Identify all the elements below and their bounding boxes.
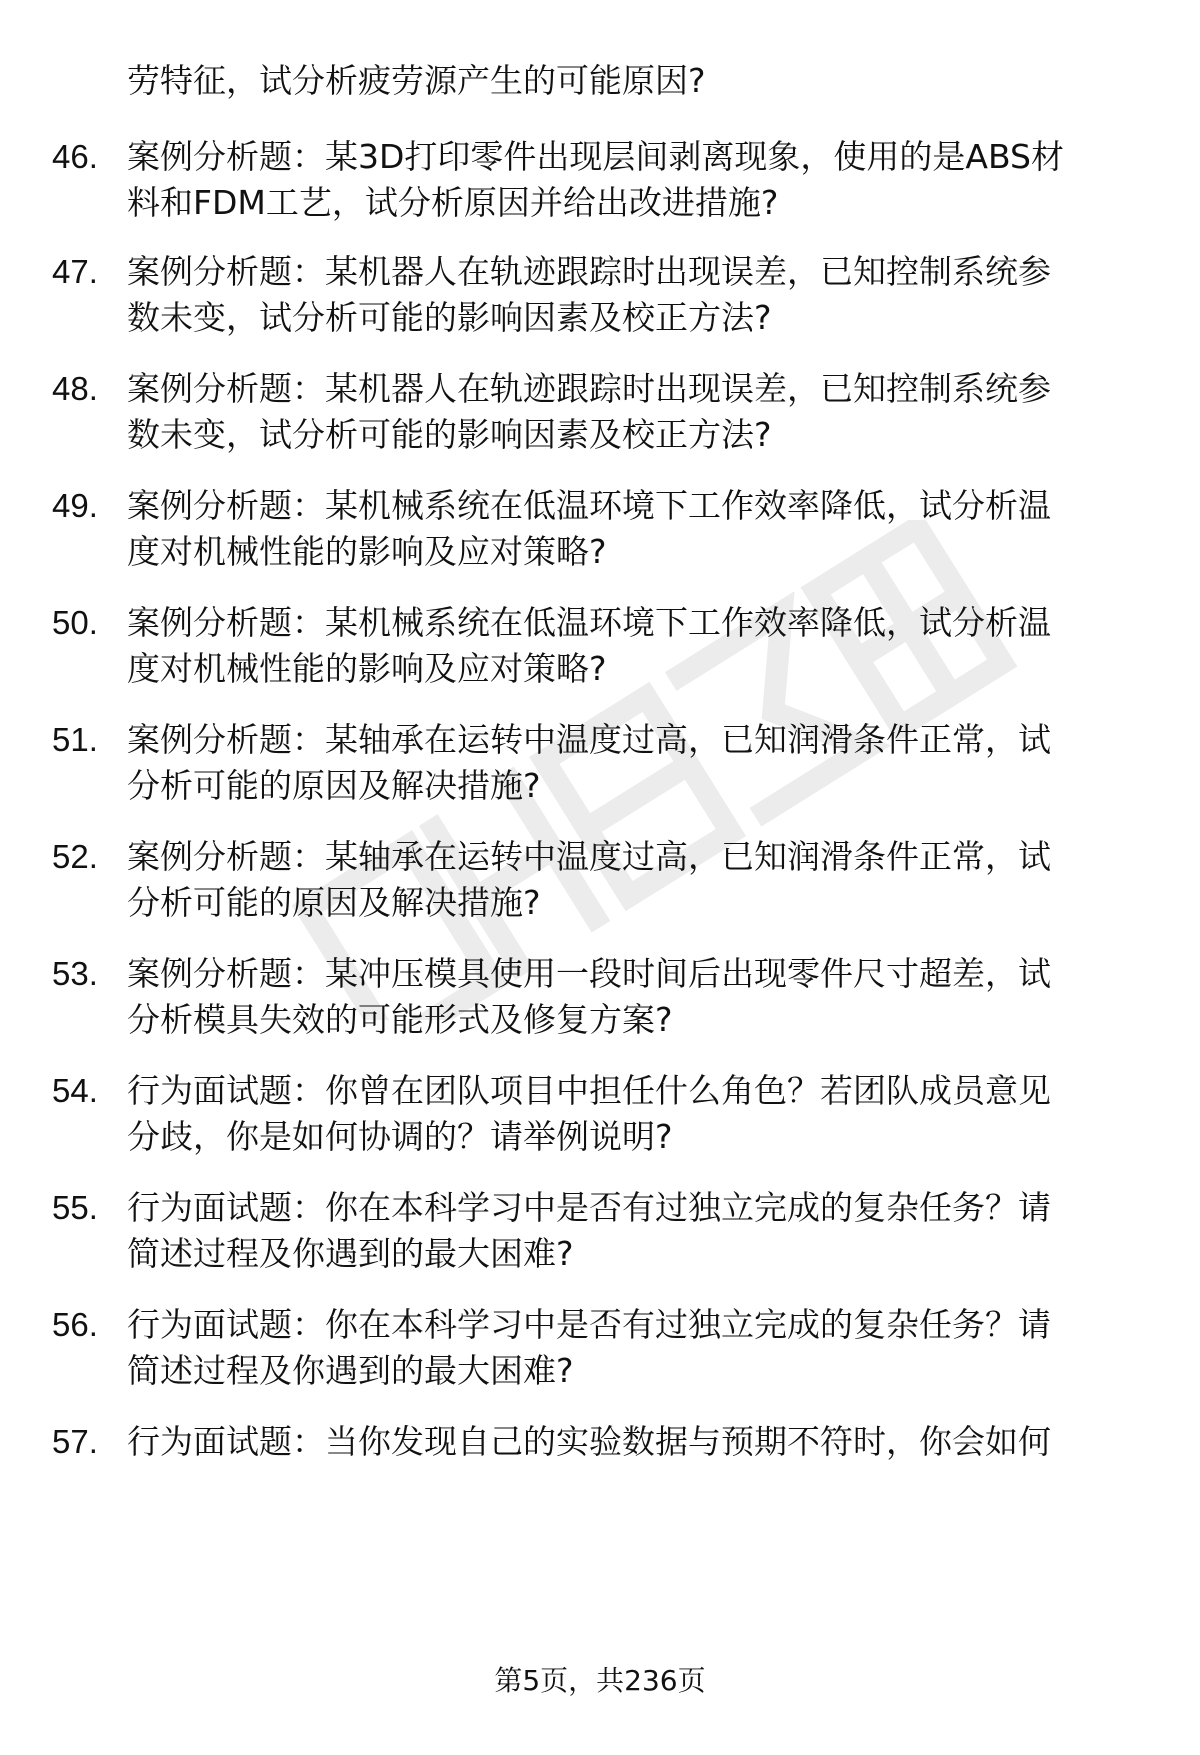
question-line: 案例分析题：某机器人在轨迹跟踪时出现误差，已知控制系统参 <box>127 252 1051 291</box>
question-text <box>127 717 1147 809</box>
question-text <box>127 1302 1147 1394</box>
question-line: 案例分析题：某机械系统在低温环境下工作效率降低，试分析温 <box>127 486 1051 525</box>
page-footer: 第5页，共236页 <box>494 1664 706 1697</box>
question-number: 48. <box>52 370 98 407</box>
question-line: 数未变，试分析可能的影响因素及校正方法? <box>127 415 772 454</box>
question-number: 51. <box>52 721 98 758</box>
question-number: 55. <box>52 1189 98 1226</box>
question-line: 料和FDM工艺，试分析原因并给出改进措施? <box>127 183 779 222</box>
question-text <box>127 600 1147 692</box>
question-line: 数未变，试分析可能的影响因素及校正方法? <box>127 298 772 337</box>
question-number: 53. <box>52 955 98 992</box>
question-text <box>127 366 1147 458</box>
question-line: 案例分析题：某机械系统在低温环境下工作效率降低，试分析温 <box>127 603 1051 642</box>
question-number: 50. <box>52 604 98 641</box>
question-line: 案例分析题：某轴承在运转中温度过高，已知润滑条件正常，试 <box>127 837 1051 876</box>
question-line: 案例分析题：某轴承在运转中温度过高，已知润滑条件正常，试 <box>127 720 1051 759</box>
question-text <box>127 951 1147 1043</box>
question-text <box>127 1419 1147 1465</box>
question-continuation: 劳特征，试分析疲劳源产生的可能原因? <box>127 61 706 100</box>
question-line: 行为面试题：你曾在团队项目中担任什么角色？若团队成员意见 <box>127 1071 1051 1110</box>
question-line: 案例分析题：某3D打印零件出现层间剥离现象，使用的是ABS材 <box>127 137 1064 176</box>
question-number: 49. <box>52 487 98 524</box>
question-line: 分析模具失效的可能形式及修复方案? <box>127 1000 673 1039</box>
question-number: 52. <box>52 838 98 875</box>
question-text <box>127 1068 1147 1160</box>
question-line: 行为面试题：你在本科学习中是否有过独立完成的复杂任务？请 <box>127 1188 1051 1227</box>
question-text <box>127 834 1147 926</box>
question-line: 行为面试题：当你发现自己的实验数据与预期不符时，你会如何 <box>127 1422 1051 1461</box>
question-line: 简述过程及你遇到的最大困难? <box>127 1234 574 1273</box>
question-line: 案例分析题：某机器人在轨迹跟踪时出现误差，已知控制系统参 <box>127 369 1051 408</box>
question-line: 分歧，你是如何协调的？请举例说明? <box>127 1117 673 1156</box>
question-number: 46. <box>52 138 98 175</box>
question-text <box>127 134 1147 226</box>
question-line: 简述过程及你遇到的最大困难? <box>127 1351 574 1390</box>
question-number: 47. <box>52 253 98 290</box>
question-number: 57. <box>52 1423 98 1460</box>
question-line: 行为面试题：你在本科学习中是否有过独立完成的复杂任务？请 <box>127 1305 1051 1344</box>
question-number: 56. <box>52 1306 98 1343</box>
question-line: 分析可能的原因及解决措施? <box>127 883 541 922</box>
question-text <box>127 1185 1147 1277</box>
question-line: 案例分析题：某冲压模具使用一段时间后出现零件尺寸超差，试 <box>127 954 1051 993</box>
question-text <box>127 483 1147 575</box>
question-line: 度对机械性能的影响及应对策略? <box>127 649 607 688</box>
question-line: 分析可能的原因及解决措施? <box>127 766 541 805</box>
question-number: 54. <box>52 1072 98 1109</box>
question-text <box>127 249 1147 341</box>
question-line: 度对机械性能的影响及应对策略? <box>127 532 607 571</box>
